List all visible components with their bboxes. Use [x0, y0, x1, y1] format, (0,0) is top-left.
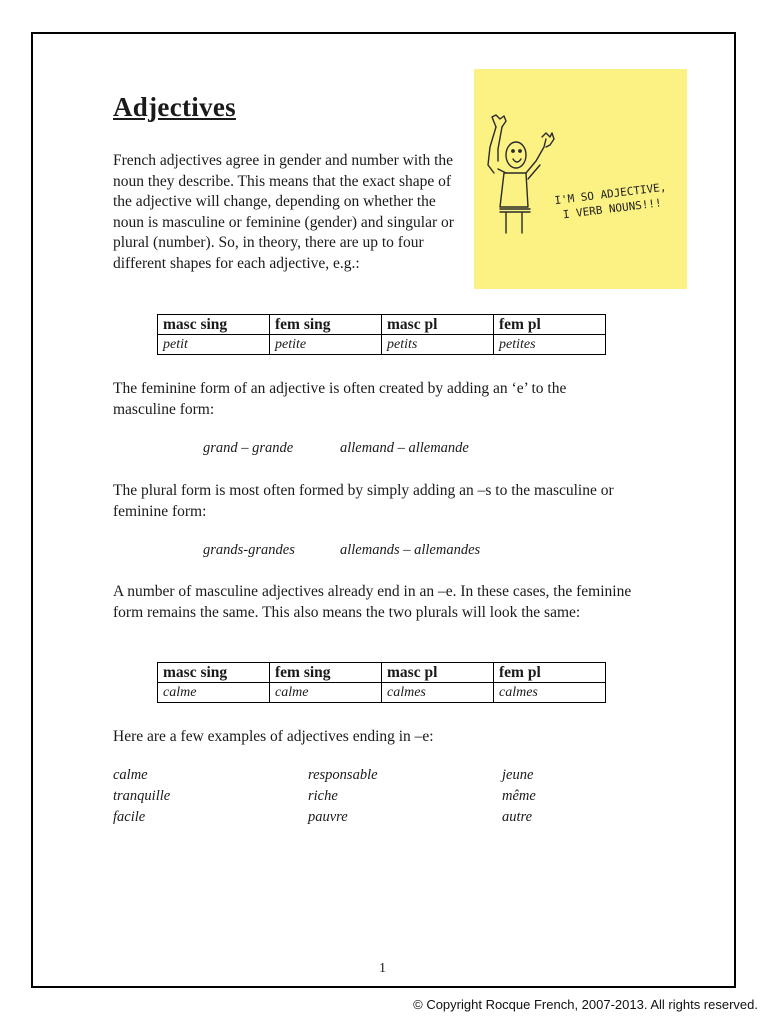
sticky-note-illustration — [474, 69, 687, 289]
list-item: calme — [113, 767, 148, 783]
list-item: jeune — [502, 767, 534, 783]
example-plural-2: allemands – allemandes — [340, 542, 481, 558]
list-item: pauvre — [308, 809, 348, 825]
page-number: 1 — [379, 961, 386, 976]
feminine-paragraph: The feminine form of an adjective is often created by adding an ‘e’ to the masculine form: — [113, 380, 567, 418]
table-header-cell: fem sing — [270, 315, 382, 335]
table-cell: petits — [382, 335, 494, 355]
table-header-cell: masc pl — [382, 315, 494, 335]
example-column-3 — [502, 765, 536, 828]
table-row — [158, 335, 606, 355]
table-header-cell: fem pl — [494, 315, 606, 335]
table-cell: calme — [158, 683, 270, 703]
table-cell: calme — [270, 683, 382, 703]
list-item: facile — [113, 809, 146, 825]
table-cell: petite — [270, 335, 382, 355]
forms-table-calme — [157, 662, 606, 703]
table-cell: petites — [494, 335, 606, 355]
table-cell: calmes — [494, 683, 606, 703]
list-item: autre — [502, 809, 533, 825]
page-title: Adjectives — [113, 92, 236, 122]
intro-paragraph: French adjectives agree in gender and number with the noun they describe. This means that the exact shape of the adjective will change, depending on whether the noun is masculine or feminine (gender) and singular or plural (number). So, in theory, there are up to four different shapes for each adjective, e.g.: — [113, 152, 454, 272]
table-header-cell: fem sing — [270, 663, 382, 683]
example-column-1 — [113, 765, 170, 828]
table-header-cell: fem pl — [494, 663, 606, 683]
example-feminine-1: grand – grande — [203, 440, 294, 456]
table-cell: petit — [158, 335, 270, 355]
list-item: riche — [308, 788, 338, 804]
table-header-cell: masc pl — [382, 663, 494, 683]
table-cell: calmes — [382, 683, 494, 703]
example-plural-1: grands-grandes — [203, 542, 295, 558]
example-feminine-2: allemand – allemande — [340, 440, 469, 456]
example-column-2 — [308, 765, 378, 828]
table-header-row — [158, 315, 606, 335]
table-header-cell: masc sing — [158, 663, 270, 683]
list-item: responsable — [308, 767, 378, 783]
list-item: même — [502, 788, 536, 804]
plural-paragraph: The plural form is most often formed by simply adding an –s to the masculine or feminine form: — [113, 482, 614, 520]
ending-e-paragraph: A number of masculine adjectives already end in an –e. In these cases, the feminine form remains the same. This also means the two plurals will look the same: — [113, 583, 632, 621]
forms-table-petit — [157, 314, 606, 355]
examples-intro-paragraph: Here are a few examples of adjectives ending in –e: — [113, 728, 434, 745]
copyright-notice: © Copyright Rocque French, 2007-2013. All rights reserved. — [413, 997, 758, 1012]
list-item: tranquille — [113, 788, 171, 804]
table-header-cell: masc sing — [158, 315, 270, 335]
table-row — [158, 683, 606, 703]
cartoon-figure-icon — [474, 69, 687, 289]
table-header-row — [158, 663, 606, 683]
sticky-note-caption: I'M SO ADJECTIVE, I VERB NOUNS!!! — [553, 180, 668, 222]
